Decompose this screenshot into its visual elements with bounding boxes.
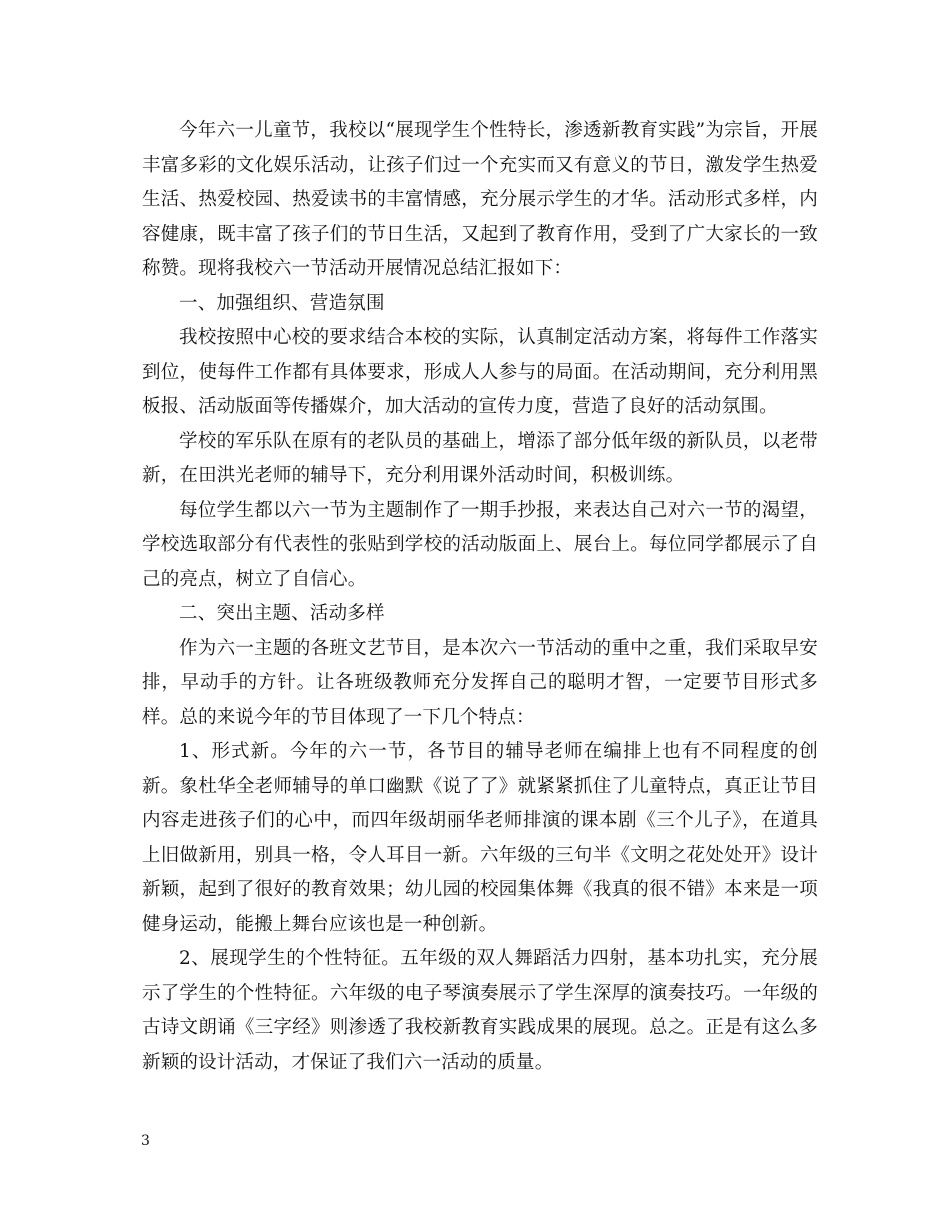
body-paragraph: 每位学生都以六一节为主题制作了一期手抄报，来表达自己对六一节的渴望，学校选取部分有代表性的张贴到学校的活动版面上、展台上。每位同学都展示了自己的亮点，树立了自信心。 bbox=[142, 499, 818, 590]
body-paragraph: 学校的军乐队在原有的老队员的基础上，增添了部分低年级的新队员，以老带新，在田洪光老师的辅导下，充分利用课外活动时间，积极训练。 bbox=[142, 430, 818, 486]
body-paragraph: 我校按照中心校的要求结合本校的实际，认真制定活动方案，将每件工作落实到位，使每件工作都有具体要求，形成人人参与的局面。在活动期间，充分利用黑板报、活动版面等传播媒介，加大活动的宣传力度，营造了良好的活动氛围。 bbox=[142, 327, 818, 417]
list-item: 1、形式新。今年的六一节，各节目的辅导老师在编排上也有不同程度的创新。象杜华全老师辅导的单口幽默《说了了》就紧紧抓住了儿童特点，真正让节目内容走进孩子们的心中，而四年级胡丽华老师排演的课本剧《三个儿子》，在道具上旧做新用，别具一格，令人耳目一新。六年级的三句半《文明之花处处开》设计新颖，起到了很好的教育效果；幼儿园的校园集体舞《我真的很不错》本来是一项健身运动，能搬上舞台应该也是一种创新。 bbox=[142, 741, 818, 935]
list-item: 2、展现学生的个性特征。五年级的双人舞蹈活力四射，基本功扎实，充分展示了学生的个性特征。六年级的电子琴演奏展示了学生深厚的演奏技巧。一年级的古诗文朗诵《三字经》则渗透了我校新教育实践成果的展现。总之。正是有这么多新颖的设计活动，才保证了我们六一活动的质量。 bbox=[142, 948, 818, 1073]
page-number: 3 bbox=[141, 1133, 150, 1149]
intro-paragraph: 今年六一儿童节，我校以“展现学生个性特长，渗透新教育实践”为宗旨，开展丰富多彩的文化娱乐活动，让孩子们过一个充实而又有意义的节日，激发学生热爱生活、热爱校园、热爱读书的丰富情感，充分展示学生的才华。活动形式多样，内容健康，既丰富了孩子们的节日生活，又起到了教育作用，受到了广大家长的一致称赞。现将我校六一节活动开展情况总结汇报如下： bbox=[142, 120, 818, 279]
body-paragraph: 作为六一主题的各班文艺节目，是本次六一节活动的重中之重，我们采取早安排，早动手的方针。让各班级教师充分发挥自己的聪明才智，一定要节目形式多样。总的来说今年的节目体现了一下几个特点： bbox=[142, 637, 818, 728]
document-body bbox=[142, 114, 818, 1080]
section-heading-2: 二、突出主题、活动多样 bbox=[179, 603, 385, 624]
section-heading-1: 一、加强组织、营造氛围 bbox=[179, 292, 385, 314]
